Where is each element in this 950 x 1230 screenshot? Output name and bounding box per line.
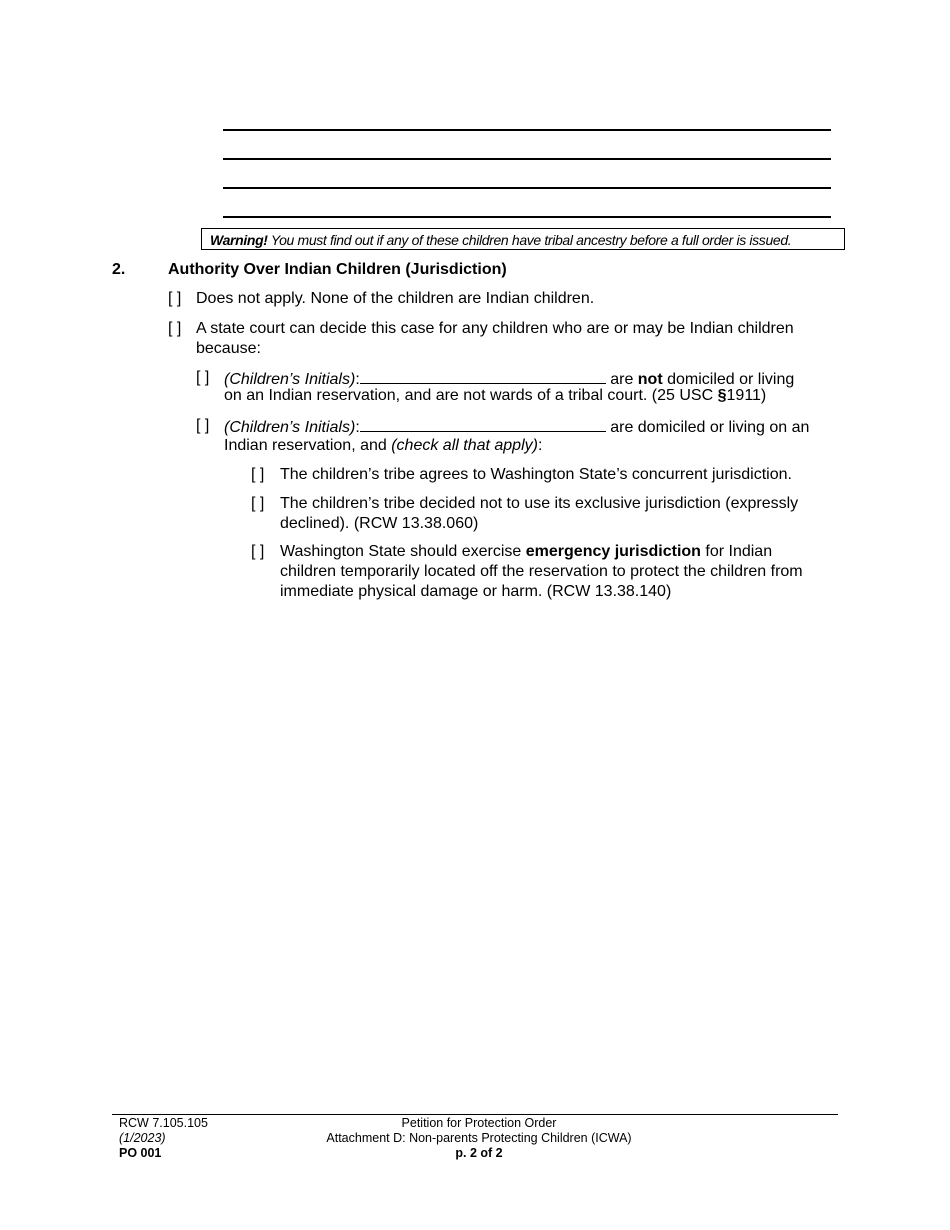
footer-page-number: p. 2 of 2	[455, 1146, 503, 1160]
option-emergency-cont2: immediate physical damage or harm. (RCW 13.38.140)	[280, 583, 672, 600]
initials-input[interactable]	[360, 369, 606, 384]
blank-line[interactable]	[223, 158, 831, 160]
checkbox-declined[interactable]: [ ]	[251, 495, 265, 512]
italic-text: (check all that apply)	[391, 437, 538, 454]
section-symbol: §	[717, 387, 727, 404]
option-state-court-cont: because:	[196, 340, 261, 357]
text: for Indian	[700, 543, 773, 560]
checkbox-emergency[interactable]: [ ]	[251, 543, 265, 560]
section-number: 2.	[112, 261, 126, 278]
colon: :	[355, 371, 360, 388]
checkbox-domiciled[interactable]: [ ]	[196, 417, 210, 434]
text: 1911)	[726, 387, 767, 404]
bold-text: emergency jurisdiction	[525, 543, 701, 560]
checkbox-does-not-apply[interactable]: [ ]	[168, 290, 182, 307]
option-emergency	[280, 543, 772, 561]
checkbox-not-domiciled[interactable]: [ ]	[196, 369, 210, 386]
colon: :	[355, 419, 360, 436]
section-title: Authority Over Indian Children (Jurisdiction)	[168, 261, 507, 278]
option-does-not-apply: Does not apply. None of the children are Indian children.	[196, 290, 595, 307]
text: Indian reservation, and	[224, 437, 392, 454]
blank-line[interactable]	[223, 129, 831, 131]
option-declined-cont: declined). (RCW 13.38.060)	[280, 515, 479, 532]
footer-subtitle: Attachment D: Non-parents Protecting Children (ICWA)	[326, 1131, 632, 1145]
warning-label: Warning!	[210, 232, 268, 248]
domiciled-line1	[224, 417, 809, 437]
warning-text: You must find out if any of these children have tribal ancestry before a full order is issued.	[267, 232, 792, 248]
checkbox-state-court[interactable]: [ ]	[168, 320, 182, 337]
initials-label: (Children’s Initials)	[224, 419, 356, 436]
warning-box	[201, 228, 845, 250]
text: Washington State should exercise	[280, 543, 526, 560]
not-domiciled-line2	[224, 387, 766, 405]
initials-input[interactable]	[360, 417, 606, 432]
option-state-court: A state court can decide this case for any children who are or may be Indian children	[196, 320, 794, 337]
text: domiciled or living	[662, 371, 795, 388]
checkbox-concurrent[interactable]: [ ]	[251, 466, 265, 483]
blank-line[interactable]	[223, 216, 831, 218]
initials-label: (Children’s Initials)	[224, 371, 356, 388]
text: are domiciled or living on an	[605, 419, 810, 436]
domiciled-line2	[224, 437, 542, 455]
bold-text: not	[637, 371, 663, 388]
footer-form-number: PO 001	[119, 1146, 162, 1160]
footer-rcw: RCW 7.105.105	[119, 1116, 208, 1130]
text: :	[537, 437, 543, 454]
option-concurrent: The children’s tribe agrees to Washington State’s concurrent jurisdiction.	[280, 466, 792, 483]
footer-date: (1/2023)	[119, 1131, 166, 1145]
not-domiciled-line1	[224, 369, 794, 389]
text: are	[605, 371, 638, 388]
option-declined: The children’s tribe decided not to use its exclusive jurisdiction (expressly	[280, 495, 799, 512]
footer-divider	[112, 1114, 838, 1115]
blank-line[interactable]	[223, 187, 831, 189]
footer-title: Petition for Protection Order	[401, 1116, 557, 1130]
option-emergency-cont: children temporarily located off the reservation to protect the children from	[280, 563, 803, 580]
text: on an Indian reservation, and are not wards of a tribal court. (25 USC	[224, 387, 718, 404]
